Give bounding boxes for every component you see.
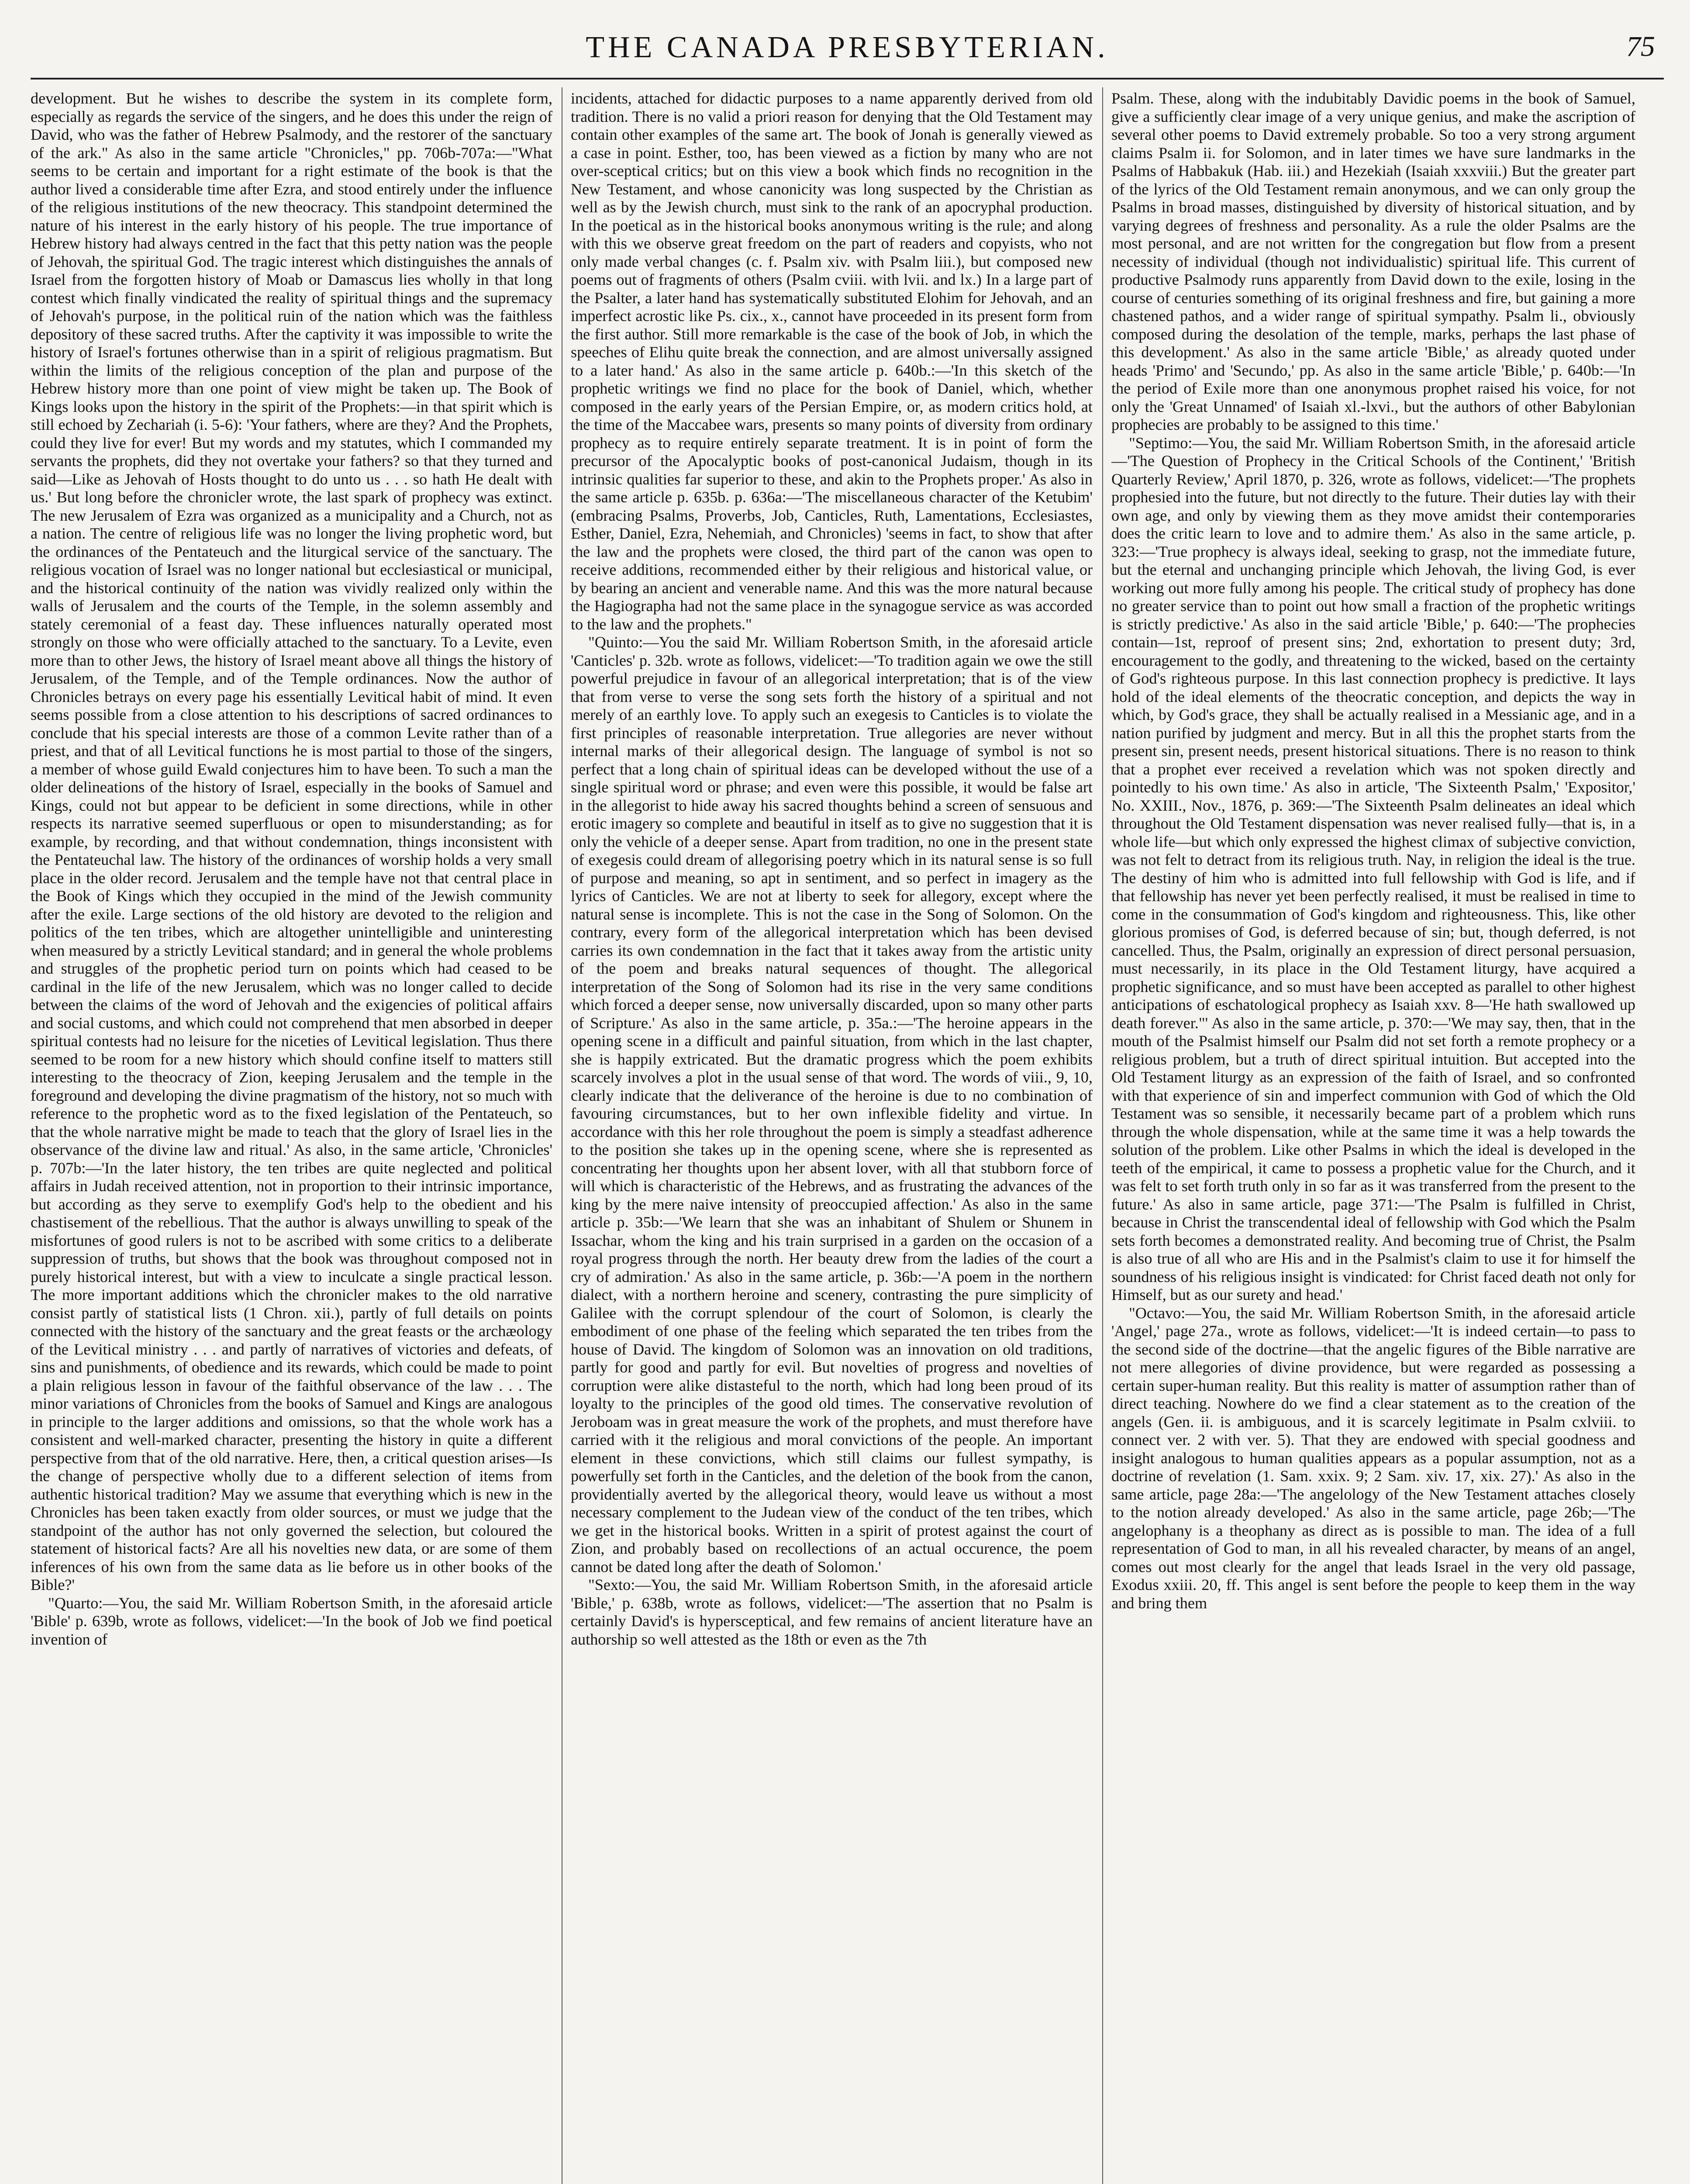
page-header — [31, 24, 1664, 76]
column-paragraph: "Quinto:—You the said Mr. William Robertson Smith, in the aforesaid article 'Canticles' p. 32b. wrote as follows, videlicet:—'To tradition again we owe the still powerful prejudice in favour of an allegorical interpretation; that is of the view that from verse to verse the song sets forth the history of a spiritual and not merely of an earthly love. To apply such an exegesis to Canticles is to violate the first principles of reasonable interpretation. True allegories are never without internal marks of their allegorical design. The language of symbol is not so perfect that a long chain of spiritual ideas can be developed without the use of a single spiritual word or phrase; and even were this possible, it would be false art in the allegorist to hide away his sacred thoughts behind a screen of sensuous and erotic imagery so complete and beautiful in itself as to give no suggestion that it is only the vehicle of a deeper sense. Apart from tradition, no one in the present state of exegesis could dream of allegorising poetry which in its natural sense is so full of purpose and meaning, so apt in sentiment, and so perfect in imagery as the lyrics of Canticles. We are not at liberty to seek for allegory, except where the natural sense is incomplete. This is not the case in the Song of Solomon. On the contrary, every form of the allegorical interpretation which has been devised carries its own condemnation in the fact that it takes away from the artistic unity of the poem and breaks natural sequences of thought. The allegorical interpretation of the Song of Solomon had its rise in the very same conditions which forced a deeper sense, now universally discarded, upon so many other parts of Scripture.' As also in the same article, p. 35a.:—'The heroine appears in the opening scene in a difficult and painful situation, from which in the last chapter, she is happily extricated. But the dramatic progress which the poem exhibits scarcely involves a plot in the usual sense of that word. The words of viii., 9, 10, clearly indicate that the deliverance of the heroine is due to no combination of favouring circumstances, but to her own inflexible fidelity and virtue. In accordance with this her role throughout the poem is simply a steadfast adherence to the position she takes up in the opening scene, where she is represented as concentrating her thoughts upon her absent lover, with all that stubborn force of will which is characteristic of the Hebrews, and as frustrating the advances of the king by the mere naive intensity of preoccupied affection.' As also in the same article p. 35b:—'We learn that she was an inhabitant of Shulem or Shunem in Issachar, whom the king and his train surprised in a garden on the occasion of a royal progress through the north. Her beauty drew from the ladies of the court a cry of admiration.' As also in the same article, p. 36b:—'A poem in the northern dialect, with a northern heroine and scenery, contrasting the pure simplicity of Galilee with the corrupt splendour of the court of Solomon, is clearly the embodiment of one phase of the feeling which separated the ten tribes from the house of David. The kingdom of Solomon was an innovation on old traditions, partly for good and partly for evil. But novelties of progress and novelties of corruption were alike distasteful to the north, which had long been proud of its loyalty to the principles of the good old times. The conservative revolution of Jeroboam was in great measure the work of the prophets, and must therefore have carried with it the religious and moral convictions of the people. An important element in these convictions, which still claims our fullest sympathy, is powerfully set forth in the Canticles, and the deletion of the book from the canon, providentially averted by the allegorical theory, would leave us without a most necessary complement to the Judean view of the conduct of the ten tribes, which we get in the historical books. Written in a spirit of protest against the court of Zion, and probably based on recollections of an actual occurence, the poem cannot be dated long after the death of Solomon.' — [571, 633, 1093, 1576]
page-number: 75 — [1626, 31, 1655, 62]
column-paragraph: "Quarto:—You, the said Mr. William Robertson Smith, in the aforesaid article 'Bible' p. 639b, wrote as follows, videlicet:—'In the book of Job we find poetical invention of — [31, 1594, 552, 1648]
column-paragraph: "Septimo:—You, the said Mr. William Robertson Smith, in the aforesaid article—'The Question of Prophecy in the Critical Schools of the Continent,' 'British Quarterly Review,' April 1870, p. 326, wrote as follows, videlicet:—'The prophets prophesied into the future, but not directly to the future. Their duties lay with their own age, and only by viewing them as they move amidst their contemporaries does the critic learn to love and to admire them.' As also in the same article, p. 323:—'True prophecy is always ideal, seeking to grasp, not the immediate future, but the eternal and unchanging principle which Jehovah, the living God, is ever working out more fully among his people. The critical study of prophecy has done no greater service than to point out how small a fraction of the prophetic writings is strictly predictive.' As also in the said article 'Bible,' p. 640:—'The prophecies contain—1st, reproof of present sins; 2nd, exhortation to present duty; 3rd, encouragement to the godly, and threatening to the wicked, based on the certainty of God's righteous purpose. In this last connection prophecy is predictive. It lays hold of the ideal elements of the theocratic conception, and depicts the way in which, by God's grace, they shall be actually realised in a Messianic age, and in a nation purified by judgment and mercy. But in all this the prophet starts from the present sin, present needs, present historical situations. There is no reason to think that a prophet ever received a revelation which was not spoken directly and pointedly to his own time.' As also in article, 'The Sixteenth Psalm,' 'Expositor,' No. XXIII., Nov., 1876, p. 369:—'The Sixteenth Psalm delineates an ideal which throughout the Old Testament dispensation was never realised fully—that is, in a whole life—but which only expressed the highest climax of subjective conviction, was not felt to detract from its religious truth. Nay, in religion the ideal is the true. The destiny of him who is admitted into full fellowship with God is life, and if that fellowship has never yet been perfectly realised, it must be realised in time to come in the consummation of God's kingdom and righteousness. This, like other glorious promises of God, is deferred because of sin; but, though deferred, is not cancelled. Thus, the Psalm, originally an expression of direct personal persuasion, must necessarily, in its place in the Old Testament liturgy, have acquired a prophetic significance, and so must have been accepted as parallel to other highest anticipations of eschatological prophecy as Isaiah xxv. 8—'He hath swallowed up death forever."' As also in the same article, p. 370:—'We may say, then, that in the mouth of the Psalmist himself our Psalm did not set forth a remote prophecy or a religious problem, but a truth of direct spiritual intuition. But accepted into the Old Testament liturgy as an expression of the faith of Israel, and so confronted with that experience of sin and imperfect communion with God of which the Old Testament was so sensible, it necessarily became part of a problem which runs through the whole dispensation, while at the same time it was a help towards the solution of the problem. Like other Psalms in which the ideal is developed in the teeth of the empirical, it came to possess a prophetic value for the Church, and it was felt to set forth truth only in so far as it was transferred from the present to the future.' As also in same article, page 371:—'The Psalm is fulfilled in Christ, because in Christ the transcendental ideal of fellowship with God which the Psalm sets forth becomes a demonstrated reality. And becoming true of Christ, the Psalm is also true of all who are His and in the Psalmist's claim to use it for himself the soundness of his religious insight is vindicated: for Christ faced death not only for Himself, but as our surety and head.' — [1111, 434, 1635, 1303]
text-column-3 — [1111, 90, 1635, 2184]
column-paragraph: development. But he wishes to describe the system in its complete form, especially as regards the service of the singers, and he does this under the reign of David, who was the father of Hebrew Psalmody, and the restorer of the sanctuary of the ark." As also in the same article "Chronicles," pp. 706b-707a:—"What seems to be certain and important for a right estimate of the book is that the author lived a considerable time after Ezra, and stood entirely under the influence of the religious institutions of the new theocracy. This standpoint determined the nature of his interest in the early history of his people. The true importance of Hebrew history had always centred in the fact that this petty nation was the people of Jehovah, the spiritual God. The tragic interest which distinguishes the annals of Israel from the forgotten history of Moab or Damascus lies wholly in that long contest which finally vindicated the reality of spiritual things and the supremacy of Jehovah's purpose, in the political ruin of the nation which was the faithless depository of these sacred truths. After the captivity it was impossible to write the history of Israel's fortunes otherwise than in a spirit of religious pragmatism. But within the limits of the religious conception of the plan and purpose of the Hebrew history more than one point of view might be taken up. The Book of Kings looks upon the history in the spirit of the Prophets:—in that spirit which is still echoed by Zechariah (i. 5-6): 'Your fathers, where are they? And the Prophets, could they live for ever! But my words and my statutes, which I commanded my servants the prophets, did they not overtake your fathers? so that they turned and said—Like as Jehovah of Hosts thought to do unto us . . . so hath He dealt with us.' But long before the chronicler wrote, the last spark of prophecy was extinct. The new Jerusalem of Ezra was organized as a municipality and a Church, not as a nation. The centre of religious life was no longer the living prophetic word, but the ordinances of the Pentateuch and the liturgical service of the sanctuary. The religious vocation of Israel was no longer national but ecclesiastical or municipal, and the historical continuity of the nation was vividly realized only within the walls of Jerusalem and the courts of the Temple, in the solemn assembly and stately ceremonial of a feast day. These influences naturally operated most strongly on those who were officially attached to the sanctuary. To a Levite, even more than to other Jews, the history of Israel meant above all things the history of Jerusalem, of the Temple, and of the Temple ordinances. Now the author of Chronicles betrays on every page his essentially Levitical habit of mind. It even seems possible from a close attention to his descriptions of sacred ordinances to conclude that his special interests are those of a common Levite rather than of a priest, and that of all Levitical functions he is most partial to those of the singers, a member of whose guild Ewald conjectures him to have been. To such a man the older delineations of the history of Israel, especially in the books of Samuel and Kings, could not but appear to be deficient in some directions, while in other respects its narrative seemed superfluous or open to misunderstanding; as for example, by recording, and that without condemnation, things inconsistent with the Pentateuchal law. The history of the ordinances of worship holds a very small place in the older record. Jerusalem and the temple have not that central place in the Book of Kings which they occupied in the mind of the Jewish community after the exile. Large sections of the old history are devoted to the religion and politics of the ten tribes, which are altogether unintelligible and uninteresting when measured by a strictly Levitical standard; and in general the whole problems and struggles of the prophetic period turn on points which had ceased to be cardinal in the life of the new Jerusalem, which was no longer called to decide between the claims of the word of Jehovah and the exigencies of political affairs and social customs, and which could not comprehend that men absorbed in deeper spiritual contests had no leisure for the niceties of Levitical legislation. Thus there seemed to be room for a new history which should confine itself to matters still interesting to the theocracy of Zion, keeping Jerusalem and the temple in the foreground and developing the divine pragmatism of the history, not so much with reference to the prophetic word as to the fixed legislation of the Pentateuch, so that the whole narrative might be made to teach that the glory of Israel lies in the observance of the divine law and ritual.' As also, in the same article, 'Chronicles' p. 707b:—'In the later history, the ten tribes are quite neglected and political affairs in Judah received attention, not in proportion to their intrinsic importance, but according as they serve to exemplify God's help to the obedient and his chastisement of the rebellious. That the author is always unwilling to speak of the misfortunes of good rulers is not to be ascribed with some critics to a deliberate suppression of truths, but shows that the book was throughout composed not in purely historical interest, but with a view to inculcate a single practical lesson. The more important additions which the chronicler makes to the old narrative consist partly of statistical lists (1 Chron. xii.), partly of full details on points connected with the history of the sanctuary and the great feasts or the archæology of the Levitical ministry . . . and partly of narratives of victories and defeats, of sins and punishments, of obedience and its rewards, which could be made to point a plain religious lesson in favour of the faithful observance of the law . . . The minor variations of Chronicles from the books of Samuel and Kings are analogous in principle to the larger additions and omissions, so that the whole work has a consistent and well-marked character, presenting the history in quite a different perspective from that of the old narrative. Here, then, a critical question arises—Is the change of perspective wholly due to a different selection of items from authentic historical tradition? May we assume that everything which is new in the Chronicles has been taken exactly from older sources, or must we judge that the standpoint of the author has not only governed the selection, but coloured the statement of historical facts? Are all his novelties new data, or are some of them inferences of his own from the same data as lie before us in other books of the Bible?' — [31, 90, 552, 1593]
column-paragraph: incidents, attached for didactic purposes to a name apparently derived from old tradition. There is no valid a priori reason for denying that the Old Testament may contain other examples of the same art. The book of Jonah is generally viewed as a case in point. Esther, too, has been viewed as a fiction by many who are not over-sceptical critics; but on this view a book which finds no recognition in the New Testament, and whose canonicity was long suspected by the Christian as well as by the Jewish church, must sink to the rank of an apocryphal production. In the poetical as in the historical books anonymous writing is the rule; and along with this we observe great freedom on the part of readers and copyists, who not only made verbal changes (c. f. Psalm xiv. with Psalm liii.), but composed new poems out of fragments of others (Psalm cviii. with lvii. and lx.) In a large part of the Psalter, a later hand has systematically substituted Elohim for Jehovah, and an imperfect acrostic like Ps. cix., x., cannot have proceeded in its present form from the first author. Still more remarkable is the case of the book of Job, in which the speeches of Elihu quite break the connection, and are almost universally assigned to a later hand.' As also in the same article p. 640b.:—'In this sketch of the prophetic writings we find no place for the book of Daniel, which, whether composed in the early years of the Persian Empire, or, as modern critics hold, at the time of the Maccabee wars, presents so many points of diversity from ordinary prophecy as to require entirely separate treatment. It is in point of form the precursor of the Apocalyptic books of post-canonical Judaism, though in its intrinsic qualities far superior to these, and akin to the Prophets proper.' As also in the same article p. 635b. p. 636a:—'The miscellaneous character of the Ketubim' (embracing Psalms, Proverbs, Job, Canticles, Ruth, Lamentations, Ecclesiastes, Esther, Daniel, Ezra, Nehemiah, and Chronicles) 'seems in fact, to show that after the law and the prophets were closed, the third part of the canon was open to receive additions, recommended either by their religious and historical value, or by bearing an ancient and venerable name. And this was the more natural because the Hagiographa had not the same place in the synagogue service as was accorded to the law and the prophets." — [571, 90, 1093, 633]
column-paragraph: Psalm. These, along with the indubitably Davidic poems in the book of Samuel, give a sufficiently clear image of a very unique genius, and make the ascription of several other poems to David extremely probable. So too a very strong argument claims Psalm ii. for Solomon, and in later times we have sure landmarks in the Psalms of Habbakuk (Hab. iii.) and Hezekiah (Isaiah xxxviii.) But the greater part of the lyrics of the Old Testament remain anonymous, and we can only group the Psalms in broad masses, distinguished by diversity of historical situation, and by varying degrees of freshness and personality. As a rule the older Psalms are the most personal, and are not written for the congregation but flow from a present necessity of individual (though not individualistic) spiritual life. This current of productive Psalmody runs apparently from David down to the exile, losing in the course of centuries something of its original freshness and fire, but gaining a more chastened pathos, and a wider range of spiritual sympathy. Psalm li., obviously composed during the desolation of the temple, marks, perhaps the last phase of this development.' As also in the same article 'Bible,' as already quoted under heads 'Primo' and 'Secundo,' pp. As also in the same article 'Bible,' p. 640b:—'In the period of Exile more than one anonymous prophet raised his voice, for not only the 'Great Unnamed' of Isaiah xl.-lxvi., but the authors of other Babylonian prophecies are probably to be assigned to this time.' — [1111, 90, 1635, 433]
text-column-1 — [31, 90, 552, 2184]
column-divider — [1102, 87, 1103, 2184]
column-paragraph: "Octavo:—You, the said Mr. William Robertson Smith, in the aforesaid article 'Angel,' page 27a., wrote as follows, videlicet:—'It is indeed certain—to pass to the second side of the doctrine—that the angelic figures of the Bible narrative are not mere allegories of divine providence, but were regarded as possessing a certain super-human reality. But this reality is matter of assumption rather than of direct teaching. Nowhere do we find a clear statement as to the creation of the angels (Gen. ii. is ambiguous, and it is scarcely legitimate in Psalm cxlviii. to connect ver. 2 with ver. 5). That they are endowed with special goodness and insight analogous to human qualities appears as a popular assumption, not as a doctrine of revelation (1. Sam. xxix. 9; 2 Sam. xiv. 17, xix. 27).' As also in the same article, page 28a:—'The angelology of the New Testament attaches closely to the notion already developed.' As also in the same article, page 26b;—'The angelophany is a theophany as direct as is possible to man. The idea of a full representation of God to man, in all his revealed character, by means of an angel, comes out most clearly for the angel that leads Israel in the very old passage, Exodus xxiii. 20, ff. This angel is sent before the people to keep them in the way and bring them — [1111, 1304, 1635, 1612]
column-paragraph: "Sexto:—You, the said Mr. William Robertson Smith, in the aforesaid article 'Bible,' p. 638b, wrote as follows, videlicet:—'The assertion that no Psalm is certainly David's is hypersceptical, and few remains of ancient literature have an authorship so well attested as the 18th or even as the 7th — [571, 1576, 1093, 1648]
header-rule — [31, 78, 1664, 79]
text-column-2 — [571, 90, 1093, 2184]
running-title: THE CANADA PRESBYTERIAN. — [586, 31, 1109, 64]
